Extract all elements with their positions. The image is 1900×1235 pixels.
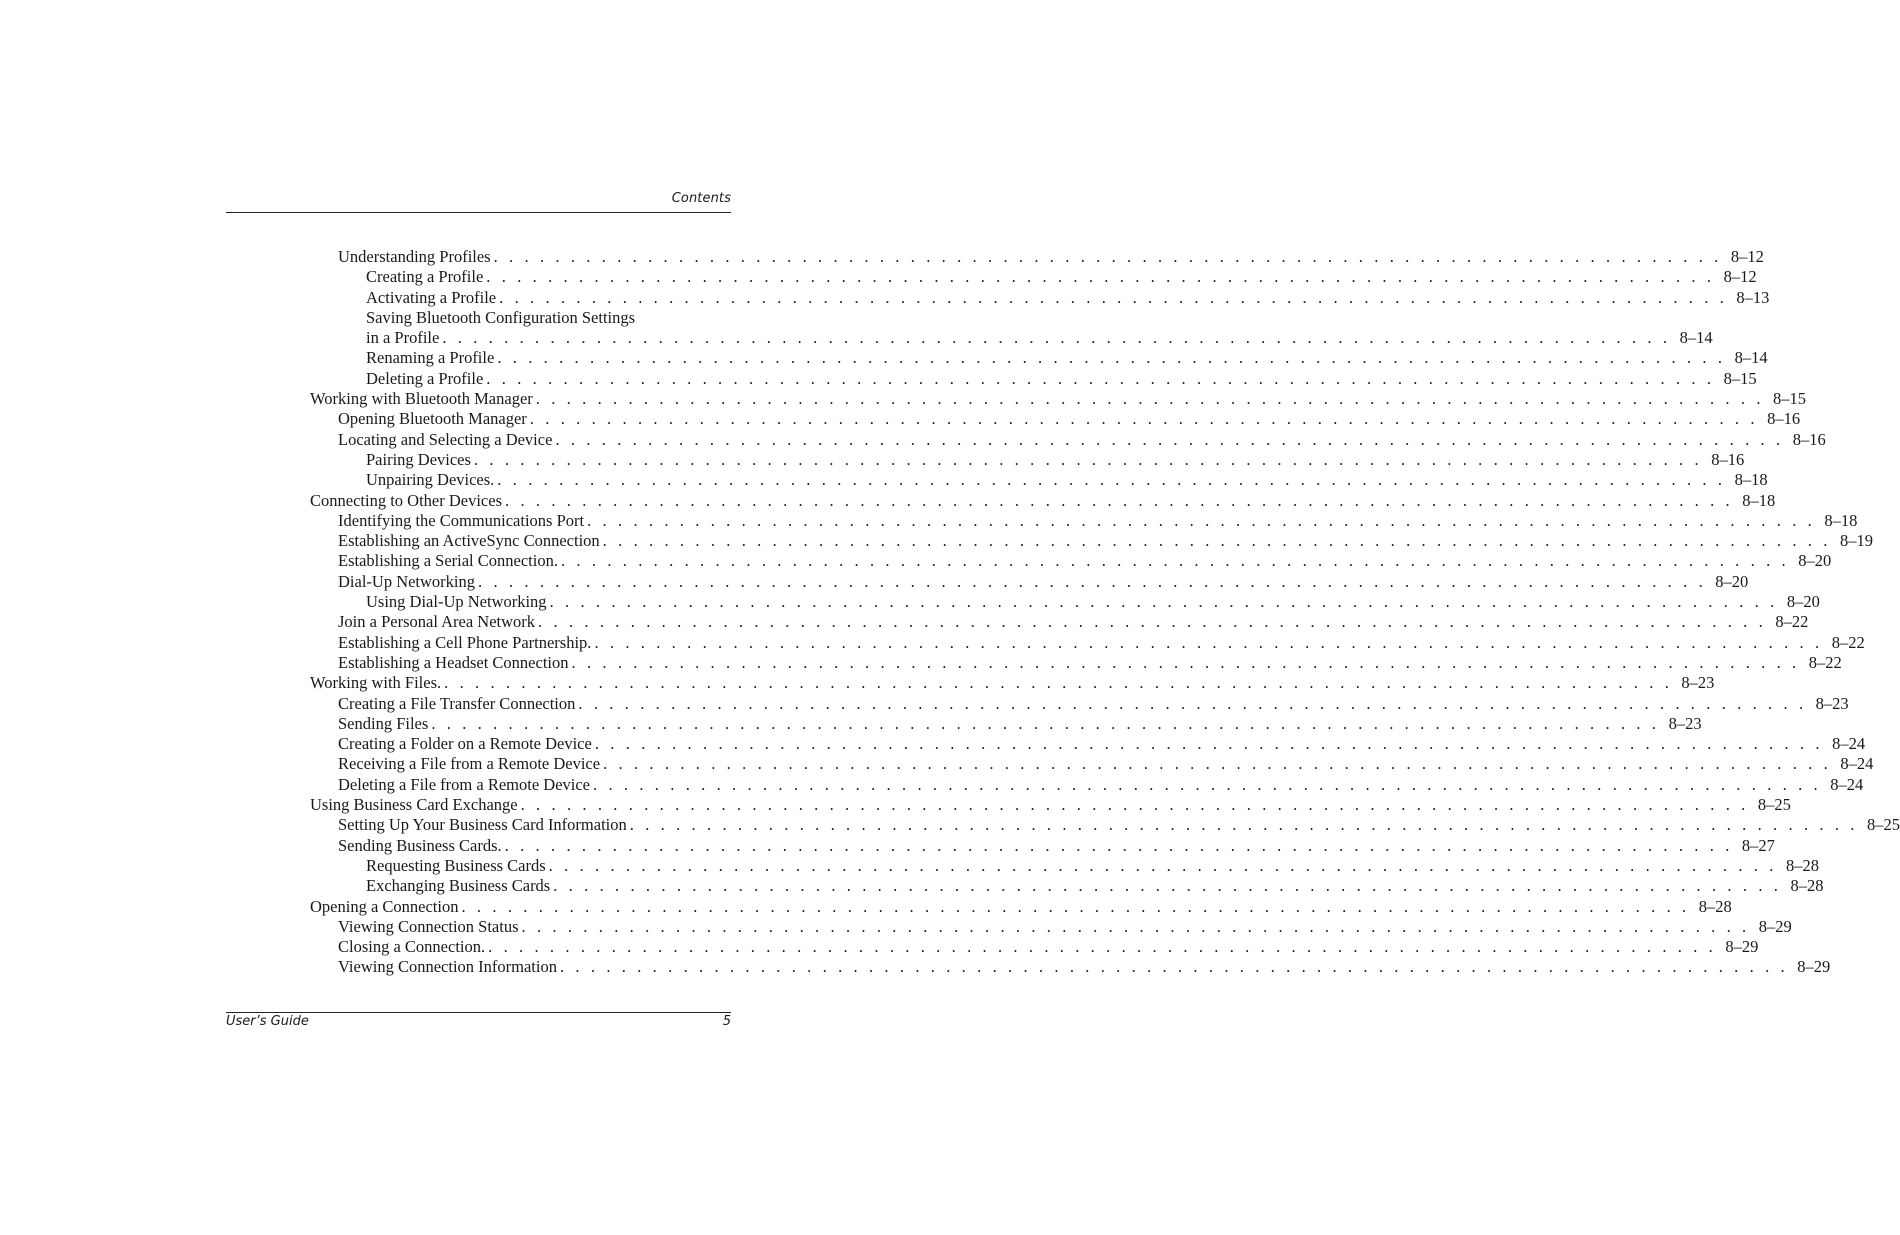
- toc-entry-title: Saving Bluetooth Configuration Settings: [366, 308, 638, 328]
- toc-entry-page: 8–29: [1797, 957, 1831, 977]
- toc-entry-page: 8–12: [1730, 247, 1764, 266]
- toc-entry: [366, 267, 1757, 287]
- toc-entry-page: 8–20: [1786, 592, 1820, 612]
- toc-entry-page: 8–22: [1808, 652, 1842, 672]
- toc-entry-page: 8–24: [1840, 754, 1874, 774]
- toc-dot-leader: . . . . . . . . . . . . . . . . . . . . . . . . . . . . . . . . . . . . . . . . . . . . . . . . . . . . . . . . . . . . . . . . . . . . . . . . . . . . . . . .: [535, 389, 1765, 409]
- toc-dot-leader: . . . . . . . . . . . . . . . . . . . . . . . . . . . . . . . . . . . . . . . . . . . . . . . . . . . . . . . . . . . . . . . . . . . . . . . . . . . . . . . .: [560, 551, 1790, 571]
- toc-entry-title: Understanding Profiles: [338, 247, 494, 267]
- toc-entry-page: 8–16: [1711, 449, 1745, 469]
- toc-entry-page: 8–28: [1698, 896, 1732, 916]
- toc-entry-page: 8–29: [1725, 937, 1759, 957]
- toc-dot-leader: . . . . . . . . . . . . . . . . . . . . . . . . . . . . . . . . . . . . . . . . . . . . . . . . . . . . . . . . . . . . . . . . . . . . . . . . . . . . . . . .: [521, 916, 1750, 936]
- toc-entry-page: 8–16: [1767, 409, 1801, 429]
- toc-entry: [338, 957, 1831, 977]
- toc-entry-page: 8–15: [1723, 368, 1757, 388]
- toc-entry: [366, 449, 1745, 470]
- toc-entry: [338, 713, 1702, 734]
- page-header: [226, 190, 731, 213]
- toc-entry-title: Working with Bluetooth Manager: [310, 389, 536, 409]
- toc-entry-page: 8–22: [1831, 632, 1865, 652]
- toc-entry-title: Requesting Business Cards: [366, 856, 549, 876]
- toc-entry: [338, 429, 1826, 450]
- toc-entry-page: 8–25: [1867, 815, 1900, 835]
- toc-entry: [338, 693, 1849, 714]
- toc-entry-page: 8–12: [1723, 267, 1757, 287]
- toc-entry: [338, 612, 1809, 632]
- toc-entry-title: Setting Up Your Business Card Information: [338, 815, 630, 835]
- toc-dot-leader: . . . . . . . . . . . . . . . . . . . . . . . . . . . . . . . . . . . . . . . . . . . . . . . . . . . . . . . . . . . . . . . . . . . . . . . . . . . . . . . .: [520, 795, 1749, 815]
- toc-entry-page: 8–23: [1815, 693, 1849, 713]
- toc-entry-title: Establishing a Serial Connection.: [338, 551, 561, 571]
- toc-dot-leader: . . . . . . . . . . . . . . . . . . . . . . . . . . . . . . . . . . . . . . . . . . . . . . . . . . . . . . . . . . . . . . . . . . . . . . . . . . . . . . . .: [571, 652, 1800, 672]
- toc-dot-leader: . . . . . . . . . . . . . . . . . . . . . . . . . . . . . . . . . . . . . . . . . . . . . . . . . . . . . . . . . . . . . . . . . . . . . . . . . . . . . . . .: [488, 937, 1717, 957]
- toc-entry: [310, 673, 1715, 693]
- toc-entry-title: Renaming a Profile: [366, 348, 497, 368]
- toc-entry: [366, 855, 1819, 876]
- toc-entry: [338, 510, 1858, 531]
- toc-entry-title: Using Business Card Exchange: [310, 795, 521, 815]
- toc-dot-leader: . . . . . . . . . . . . . . . . . . . . . . . . . . . . . . . . . . . . . . . . . . . . . . . . . . . . . . . . . . . . . . . . . . . . . . . . . . . . . . . .: [497, 470, 1726, 490]
- toc-dot-leader: . . . . . . . . . . . . . . . . . . . . . . . . . . . . . . . . . . . . . . . . . . . . . . . . . . . . . . . . . . . . . . . . . . . . . . . . . . . . . . . .: [553, 876, 1782, 896]
- toc-entry: [338, 754, 1874, 774]
- toc-entry: [338, 815, 1900, 835]
- toc-entry-title: Establishing an ActiveSync Connection: [338, 531, 603, 551]
- toc-entry-page: 8–24: [1830, 774, 1864, 794]
- toc-entry-page: 8–27: [1741, 835, 1775, 855]
- toc-entry-title: in a Profile: [366, 328, 442, 348]
- toc-entry-title: Pairing Devices: [366, 450, 474, 470]
- toc-entry-title: Sending Files: [338, 714, 431, 734]
- toc-dot-leader: . . . . . . . . . . . . . . . . . . . . . . . . . . . . . . . . . . . . . . . . . . . . . . . . . . . . . . . . . . . . . . . . . . . . . . . . . . . . . . . .: [594, 734, 1824, 754]
- table-of-contents: [310, 247, 1900, 978]
- toc-entry-page: 8–28: [1790, 876, 1824, 896]
- toc-dot-leader: . . . . . . . . . . . . . . . . . . . . . . . . . . . . . . . . . . . . . . . . . . . . . . . . . . . . . . . . . . . . . . . . . . . . . . . . . . . . . . . .: [442, 328, 1671, 348]
- toc-entry-page: 8–18: [1742, 490, 1776, 510]
- toc-entry: [338, 551, 1832, 571]
- toc-entry-title: Connecting to Other Devices: [310, 491, 505, 511]
- toc-entry-page: 8–18: [1734, 470, 1768, 490]
- toc-entry-page: 8–24: [1832, 734, 1866, 754]
- toc-entry-title: Identifying the Communications Port: [338, 511, 587, 531]
- toc-entry: [366, 876, 1824, 896]
- toc-entry: [338, 632, 1865, 653]
- toc-dot-leader: . . . . . . . . . . . . . . . . . . . . . . . . . . . . . . . . . . . . . . . . . . . . . . . . . . . . . . . . . . . . . . . . . . . . . . . . . . . . . . . .: [493, 247, 1722, 266]
- toc-entry: [338, 652, 1842, 673]
- toc-entry: [338, 774, 1864, 795]
- toc-entry: [338, 916, 1792, 937]
- toc-dot-leader: . . . . . . . . . . . . . . . . . . . . . . . . . . . . . . . . . . . . . . . . . . . . . . . . . . . . . . . . . . . . . . . . . . . . . . . . . . . . . . . .: [461, 896, 1690, 916]
- toc-dot-leader: . . . . . . . . . . . . . . . . . . . . . . . . . . . . . . . . . . . . . . . . . . . . . . . . . . . . . . . . . . . . . . . . . . . . . . . . . . . . . . . .: [602, 531, 1831, 551]
- toc-dot-leader: . . . . . . . . . . . . . . . . . . . . . . . . . . . . . . . . . . . . . . . . . . . . . . . . . . . . . . . . . . . . . . . . . . . . . . . . . . . . . . . .: [504, 835, 1733, 855]
- toc-entry: [366, 328, 1713, 348]
- toc-entry-title: Locating and Selecting a Device: [338, 430, 555, 450]
- toc-entry: [310, 490, 1776, 511]
- toc-entry-title: Viewing Connection Status: [338, 917, 522, 937]
- toc-entry-title: Using Dial-Up Networking: [366, 592, 550, 612]
- toc-entry-page: 8–23: [1681, 673, 1715, 693]
- toc-dot-leader: . . . . . . . . . . . . . . . . . . . . . . . . . . . . . . . . . . . . . . . . . . . . . . . . . . . . . . . . . . . . . . . . . . . . . . . . . . . . . . . .: [603, 754, 1832, 774]
- toc-dot-leader: . . . . . . . . . . . . . . . . . . . . . . . . . . . . . . . . . . . . . . . . . . . . . . . . . . . . . . . . . . . . . . . . . . . . . . . . . . . . . . . .: [559, 957, 1789, 977]
- toc-entry-title: Deleting a Profile: [366, 369, 486, 389]
- toc-entry-title: Join a Personal Area Network: [338, 612, 538, 632]
- toc-dot-leader: . . . . . . . . . . . . . . . . . . . . . . . . . . . . . . . . . . . . . . . . . . . . . . . . . . . . . . . . . . . . . . . . . . . . . . . . . . . . . . . .: [548, 855, 1777, 875]
- toc-entry: [338, 571, 1749, 592]
- toc-entry-title: Creating a File Transfer Connection: [338, 694, 578, 714]
- toc-entry-title: Establishing a Headset Connection: [338, 653, 572, 673]
- toc-entry: [338, 734, 1866, 754]
- running-header-title: Contents: [671, 191, 731, 206]
- toc-entry: [338, 247, 1764, 267]
- toc-dot-leader: . . . . . . . . . . . . . . . . . . . . . . . . . . . . . . . . . . . . . . . . . . . . . . . . . . . . . . . . . . . . . . . . . . . . . . . . . . . . . . . .: [486, 368, 1715, 388]
- toc-entry-title: Creating a Folder on a Remote Device: [338, 734, 595, 754]
- toc-entry-page: 8–18: [1824, 510, 1858, 530]
- toc-entry: [338, 409, 1801, 429]
- toc-entry: [366, 287, 1770, 308]
- toc-entry-title: Opening a Connection: [310, 897, 461, 917]
- toc-dot-leader: . . . . . . . . . . . . . . . . . . . . . . . . . . . . . . . . . . . . . . . . . . . . . . . . . . . . . . . . . . . . . . . . . . . . . . . . . . . . . . . .: [578, 693, 1807, 713]
- toc-dot-leader: . . . . . . . . . . . . . . . . . . . . . . . . . . . . . . . . . . . . . . . . . . . . . . . . . . . . . . . . . . . . . . . . . . . . . . . . . . . . . . . .: [431, 713, 1660, 733]
- toc-entry-page: 8–23: [1668, 713, 1702, 733]
- toc-entry: [366, 592, 1820, 612]
- toc-dot-leader: . . . . . . . . . . . . . . . . . . . . . . . . . . . . . . . . . . . . . . . . . . . . . . . . . . . . . . . . . . . . . . . . . . . . . . . . . . . . . . . .: [549, 592, 1778, 612]
- toc-dot-leader: . . . . . . . . . . . . . . . . . . . . . . . . . . . . . . . . . . . . . . . . . . . . . . . . . . . . . . . . . . . . . . . . . . . . . . . . . . . . . . . .: [594, 632, 1823, 652]
- toc-entry: [310, 896, 1732, 917]
- toc-entry-title: Activating a Profile: [366, 288, 499, 308]
- page-footer: [226, 1012, 731, 1033]
- toc-entry-title: Establishing a Cell Phone Partnership.: [338, 633, 594, 653]
- toc-entry-title: Working with Files.: [310, 673, 444, 693]
- toc-dot-leader: . . . . . . . . . . . . . . . . . . . . . . . . . . . . . . . . . . . . . . . . . . . . . . . . . . . . . . . . . . . . . . . . . . . . . . . . . . . . . . . .: [486, 267, 1715, 287]
- toc-entry-page: 8–22: [1775, 612, 1809, 632]
- toc-entry: [366, 368, 1757, 389]
- toc-dot-leader: . . . . . . . . . . . . . . . . . . . . . . . . . . . . . . . . . . . . . . . . . . . . . . . . . . . . . . . . . . . . . . . . . . . . . . . . . . . . . . . .: [444, 673, 1673, 693]
- toc-entry: [366, 348, 1768, 368]
- toc-entry-page: 8–19: [1839, 531, 1873, 551]
- toc-dot-leader: . . . . . . . . . . . . . . . . . . . . . . . . . . . . . . . . . . . . . . . . . . . . . . . . . . . . . . . . . . . . . . . . . . . . . . . . . . . . . . . .: [497, 348, 1726, 368]
- toc-entry-title: Exchanging Business Cards: [366, 876, 553, 896]
- toc-entry-page: 8–15: [1773, 389, 1807, 409]
- toc-entry: [310, 795, 1791, 815]
- toc-dot-leader: . . . . . . . . . . . . . . . . . . . . . . . . . . . . . . . . . . . . . . . . . . . . . . . . . . . . . . . . . . . . . . . . . . . . . . . . . . . . . . . .: [555, 429, 1784, 449]
- toc-entry: [366, 308, 731, 328]
- toc-entry-title: Closing a Connection.: [338, 937, 488, 957]
- toc-dot-leader: . . . . . . . . . . . . . . . . . . . . . . . . . . . . . . . . . . . . . . . . . . . . . . . . . . . . . . . . . . . . . . . . . . . . . . . . . . . . . . . .: [538, 612, 1767, 632]
- toc-entry-title: Creating a Profile: [366, 267, 486, 287]
- toc-dot-leader: . . . . . . . . . . . . . . . . . . . . . . . . . . . . . . . . . . . . . . . . . . . . . . . . . . . . . . . . . . . . . . . . . . . . . . . . . . . . . . . .: [505, 490, 1734, 510]
- toc-dot-leader: . . . . . . . . . . . . . . . . . . . . . . . . . . . . . . . . . . . . . . . . . . . . . . . . . . . . . . . . . . . . . . . . . . . . . . . . . . . . . . . .: [478, 571, 1707, 591]
- toc-dot-leader: . . . . . . . . . . . . . . . . . . . . . . . . . . . . . . . . . . . . . . . . . . . . . . . . . . . . . . . . . . . . . . . . . . . . . . . . . . . . . . . .: [499, 287, 1728, 307]
- toc-entry-page: 8–20: [1798, 551, 1832, 571]
- toc-entry-page: 8–13: [1736, 287, 1770, 307]
- toc-entry-page: 8–20: [1715, 571, 1749, 591]
- toc-dot-leader: . . . . . . . . . . . . . . . . . . . . . . . . . . . . . . . . . . . . . . . . . . . . . . . . . . . . . . . . . . . . . . . . . . . . . . . . . . . . . . . .: [529, 409, 1759, 429]
- toc-entry: [338, 835, 1775, 856]
- toc-entry-page: 8–14: [1734, 348, 1768, 368]
- toc-dot-leader: . . . . . . . . . . . . . . . . . . . . . . . . . . . . . . . . . . . . . . . . . . . . . . . . . . . . . . . . . . . . . . . . . . . . . . . . . . . . . . . .: [593, 774, 1822, 794]
- toc-entry: [338, 531, 1873, 551]
- toc-entry-title: Opening Bluetooth Manager: [338, 409, 530, 429]
- toc-entry: [366, 470, 1768, 490]
- toc-entry-title: Dial-Up Networking: [338, 572, 478, 592]
- toc-entry-title: Unpairing Devices.: [366, 470, 497, 490]
- toc-entry-page: 8–14: [1679, 328, 1713, 348]
- toc-entry-page: 8–25: [1757, 795, 1791, 815]
- toc-entry-page: 8–29: [1758, 916, 1792, 936]
- footer-guide-title: User’s Guide: [226, 1014, 309, 1029]
- toc-entry: [338, 937, 1759, 957]
- toc-dot-leader: . . . . . . . . . . . . . . . . . . . . . . . . . . . . . . . . . . . . . . . . . . . . . . . . . . . . . . . . . . . . . . . . . . . . . . . . . . . . . . . .: [587, 510, 1816, 530]
- toc-dot-leader: . . . . . . . . . . . . . . . . . . . . . . . . . . . . . . . . . . . . . . . . . . . . . . . . . . . . . . . . . . . . . . . . . . . . . . . . . . . . . . . .: [473, 449, 1703, 469]
- toc-entry-title: Sending Business Cards.: [338, 836, 505, 856]
- toc-entry-title: Deleting a File from a Remote Device: [338, 775, 593, 795]
- toc-entry-page: 8–28: [1785, 855, 1819, 875]
- toc-entry-title: Receiving a File from a Remote Device: [338, 754, 603, 774]
- toc-entry-title: Viewing Connection Information: [338, 957, 560, 977]
- toc-entry: [310, 389, 1807, 409]
- page-number: 5: [722, 1014, 731, 1029]
- toc-dot-leader: . . . . . . . . . . . . . . . . . . . . . . . . . . . . . . . . . . . . . . . . . . . . . . . . . . . . . . . . . . . . . . . . . . . . . . . . . . . . . . . .: [629, 815, 1859, 835]
- toc-entry-page: 8–16: [1792, 429, 1826, 449]
